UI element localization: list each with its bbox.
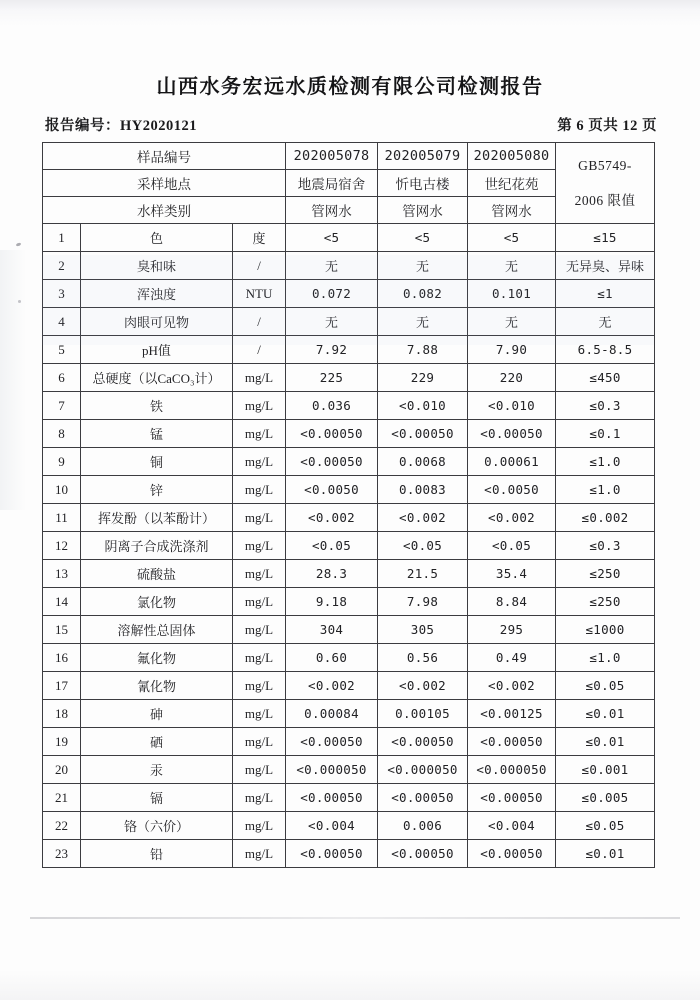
sample2-value: <0.00050 (378, 420, 468, 448)
limit-value: ≤0.002 (556, 504, 655, 532)
sample2-value: 0.082 (378, 280, 468, 308)
unit-value: mg/L (233, 812, 286, 840)
sample2-value: 305 (378, 616, 468, 644)
row-number: 10 (43, 476, 81, 504)
sample1-value: <0.00050 (286, 420, 378, 448)
sample2-value: 21.5 (378, 560, 468, 588)
table-row (43, 448, 655, 476)
sample1-value: <0.00050 (286, 728, 378, 756)
limit-value: ≤0.1 (556, 420, 655, 448)
sample2-value: 7.88 (378, 336, 468, 364)
table-row (43, 756, 655, 784)
row-number: 15 (43, 616, 81, 644)
location-label: 采样地点 (43, 170, 286, 197)
sample3-value: 0.101 (468, 280, 556, 308)
table-row (43, 728, 655, 756)
param-name: pH值 (81, 336, 233, 364)
sample3-value: 无 (468, 252, 556, 280)
header-row-sample-no (43, 143, 655, 170)
limit-value: ≤0.01 (556, 840, 655, 868)
type-1: 管网水 (286, 197, 378, 224)
sample2-value: <0.002 (378, 672, 468, 700)
limit-header-line1: GB5749- (578, 157, 632, 173)
sample2-value: <0.002 (378, 504, 468, 532)
sample-no-label: 样品编号 (43, 143, 286, 170)
unit-value: mg/L (233, 644, 286, 672)
unit-value: mg/L (233, 476, 286, 504)
sample3-value: <0.00050 (468, 840, 556, 868)
sample2-value: 0.0068 (378, 448, 468, 476)
sample3-value: <0.004 (468, 812, 556, 840)
param-name: 铁 (81, 392, 233, 420)
sample-no-2: 202005079 (378, 143, 468, 170)
sample3-value: <0.002 (468, 672, 556, 700)
sample2-value: <0.010 (378, 392, 468, 420)
table-row (43, 280, 655, 308)
sample1-value: <0.05 (286, 532, 378, 560)
sample2-value: 7.98 (378, 588, 468, 616)
scan-shadow (0, 250, 26, 510)
unit-value: / (233, 252, 286, 280)
sample-no-1: 202005078 (286, 143, 378, 170)
unit-value: mg/L (233, 672, 286, 700)
param-name: 铜 (81, 448, 233, 476)
limit-value: ≤0.3 (556, 532, 655, 560)
limit-value: 无异臭、异味 (556, 252, 655, 280)
row-number: 17 (43, 672, 81, 700)
unit-value: mg/L (233, 420, 286, 448)
sample3-value: <0.000050 (468, 756, 556, 784)
table-row (43, 560, 655, 588)
unit-value: mg/L (233, 448, 286, 476)
row-number: 4 (43, 308, 81, 336)
param-name: 阴离子合成洗涤剂 (81, 532, 233, 560)
sample1-value: 0.00084 (286, 700, 378, 728)
sample1-value: <0.002 (286, 504, 378, 532)
param-name: 肉眼可见物 (81, 308, 233, 336)
unit-value: / (233, 308, 286, 336)
unit-value: mg/L (233, 840, 286, 868)
param-name: 氰化物 (81, 672, 233, 700)
table-row (43, 588, 655, 616)
sample1-value: <0.0050 (286, 476, 378, 504)
water-quality-table (42, 142, 655, 868)
sample2-value: 无 (378, 252, 468, 280)
unit-value: mg/L (233, 364, 286, 392)
unit-value: mg/L (233, 728, 286, 756)
row-number: 7 (43, 392, 81, 420)
table-row (43, 700, 655, 728)
row-number: 3 (43, 280, 81, 308)
param-name: 氟化物 (81, 644, 233, 672)
sample2-value: 229 (378, 364, 468, 392)
table-row (43, 840, 655, 868)
table-row (43, 616, 655, 644)
param-name: 镉 (81, 784, 233, 812)
sample2-value: <0.00050 (378, 840, 468, 868)
limit-value: 无 (556, 308, 655, 336)
sample1-value: <0.00050 (286, 784, 378, 812)
sample3-value: <0.05 (468, 532, 556, 560)
unit-value: mg/L (233, 756, 286, 784)
sample1-value: 0.60 (286, 644, 378, 672)
param-name: 氯化物 (81, 588, 233, 616)
sample2-value: 0.0083 (378, 476, 468, 504)
sample2-value: <0.000050 (378, 756, 468, 784)
limit-value: ≤1.0 (556, 448, 655, 476)
sample1-value: 无 (286, 308, 378, 336)
page-title: 山西水务宏远水质检测有限公司检测报告 (156, 74, 544, 98)
limit-value: ≤1.0 (556, 644, 655, 672)
limit-value: ≤0.05 (556, 812, 655, 840)
sample3-value: 无 (468, 308, 556, 336)
sample1-value: <0.00050 (286, 448, 378, 476)
table-row (43, 644, 655, 672)
table-row (43, 812, 655, 840)
location-1: 地震局宿舍 (286, 170, 378, 197)
sample1-value: <0.00050 (286, 840, 378, 868)
param-name: 铅 (81, 840, 233, 868)
page-indicator: 第 6 页共 12 页 (557, 118, 657, 134)
limit-value: ≤0.05 (556, 672, 655, 700)
sample3-value: <0.0050 (468, 476, 556, 504)
unit-value: mg/L (233, 532, 286, 560)
param-name: 汞 (81, 756, 233, 784)
param-name: 臭和味 (81, 252, 233, 280)
scan-smudge (18, 300, 21, 303)
limit-column-header (556, 143, 655, 224)
sample3-value: <0.00050 (468, 420, 556, 448)
sample2-value: 0.56 (378, 644, 468, 672)
sample3-value: <0.00050 (468, 728, 556, 756)
limit-value: ≤0.3 (556, 392, 655, 420)
row-number: 2 (43, 252, 81, 280)
row-number: 23 (43, 840, 81, 868)
sample2-value: <0.05 (378, 532, 468, 560)
sample3-value: 295 (468, 616, 556, 644)
limit-value: ≤1 (556, 280, 655, 308)
limit-value: ≤450 (556, 364, 655, 392)
type-label: 水样类别 (43, 197, 286, 224)
param-name: 铬（六价） (81, 812, 233, 840)
param-name: 浑浊度 (81, 280, 233, 308)
limit-value: ≤250 (556, 588, 655, 616)
sample1-value: 0.072 (286, 280, 378, 308)
unit-value: mg/L (233, 504, 286, 532)
sample2-value: 0.00105 (378, 700, 468, 728)
table-row (43, 784, 655, 812)
table-row (43, 532, 655, 560)
sample1-value: 9.18 (286, 588, 378, 616)
param-name: 砷 (81, 700, 233, 728)
params-tbody (43, 224, 655, 868)
sample3-value: 8.84 (468, 588, 556, 616)
unit-value: mg/L (233, 616, 286, 644)
row-number: 19 (43, 728, 81, 756)
sample-no-3: 202005080 (468, 143, 556, 170)
unit-value: mg/L (233, 784, 286, 812)
unit-value: NTU (233, 280, 286, 308)
param-name: 硒 (81, 728, 233, 756)
row-number: 18 (43, 700, 81, 728)
limit-value: ≤0.001 (556, 756, 655, 784)
sample3-value: 0.00061 (468, 448, 556, 476)
row-number: 1 (43, 224, 81, 252)
sample3-value: <0.00125 (468, 700, 556, 728)
sample3-value: 35.4 (468, 560, 556, 588)
sample3-value: <0.002 (468, 504, 556, 532)
unit-value: mg/L (233, 392, 286, 420)
unit-value: mg/L (233, 560, 286, 588)
table-row (43, 392, 655, 420)
sample1-value: 304 (286, 616, 378, 644)
sample1-value: <0.000050 (286, 756, 378, 784)
type-2: 管网水 (378, 197, 468, 224)
limit-value: ≤15 (556, 224, 655, 252)
table-row (43, 252, 655, 280)
sample1-value: 无 (286, 252, 378, 280)
row-number: 6 (43, 364, 81, 392)
unit-value: mg/L (233, 588, 286, 616)
table-row (43, 224, 655, 252)
param-name: 锌 (81, 476, 233, 504)
limit-value: ≤0.005 (556, 784, 655, 812)
row-number: 14 (43, 588, 81, 616)
table-row (43, 364, 655, 392)
unit-value: / (233, 336, 286, 364)
row-number: 8 (43, 420, 81, 448)
location-3: 世纪花苑 (468, 170, 556, 197)
row-number: 21 (43, 784, 81, 812)
param-name: 溶解性总固体 (81, 616, 233, 644)
param-name: 色 (81, 224, 233, 252)
sample3-value: 7.90 (468, 336, 556, 364)
sample2-value: <5 (378, 224, 468, 252)
row-number: 12 (43, 532, 81, 560)
row-number: 20 (43, 756, 81, 784)
row-number: 9 (43, 448, 81, 476)
sample1-value: 225 (286, 364, 378, 392)
param-name: 总硬度（以CaCO₃计） (81, 364, 233, 392)
table-row (43, 476, 655, 504)
table-row (43, 420, 655, 448)
location-2: 忻电古楼 (378, 170, 468, 197)
param-name: 锰 (81, 420, 233, 448)
row-number: 11 (43, 504, 81, 532)
sample3-value: 220 (468, 364, 556, 392)
sample1-value: 7.92 (286, 336, 378, 364)
param-name: 挥发酚（以苯酚计） (81, 504, 233, 532)
sample2-value: 0.006 (378, 812, 468, 840)
scan-smudge (16, 242, 22, 247)
sample2-value: <0.00050 (378, 784, 468, 812)
limit-value: ≤250 (556, 560, 655, 588)
row-number: 16 (43, 644, 81, 672)
row-number: 5 (43, 336, 81, 364)
table-row (43, 336, 655, 364)
table-row (43, 504, 655, 532)
table-row (43, 308, 655, 336)
row-number: 22 (43, 812, 81, 840)
limit-value: ≤0.01 (556, 728, 655, 756)
unit-value: 度 (233, 224, 286, 252)
sample1-value: <5 (286, 224, 378, 252)
report-number: 报告编号：HY2020121 (45, 118, 197, 134)
limit-value: ≤1000 (556, 616, 655, 644)
sample3-value: <0.00050 (468, 784, 556, 812)
limit-value: ≤0.01 (556, 700, 655, 728)
type-3: 管网水 (468, 197, 556, 224)
scan-edge-line (30, 917, 680, 919)
limit-value: 6.5-8.5 (556, 336, 655, 364)
limit-value: ≤1.0 (556, 476, 655, 504)
unit-value: mg/L (233, 700, 286, 728)
report-meta (45, 114, 657, 135)
sample3-value: <0.010 (468, 392, 556, 420)
sample1-value: 0.036 (286, 392, 378, 420)
sample1-value: 28.3 (286, 560, 378, 588)
sample2-value: <0.00050 (378, 728, 468, 756)
sample1-value: <0.004 (286, 812, 378, 840)
limit-header-line2: 2006 限值 (574, 193, 636, 208)
sample3-value: <5 (468, 224, 556, 252)
sample2-value: 无 (378, 308, 468, 336)
sample3-value: 0.49 (468, 644, 556, 672)
sample1-value: <0.002 (286, 672, 378, 700)
param-name: 硫酸盐 (81, 560, 233, 588)
row-number: 13 (43, 560, 81, 588)
table-row (43, 672, 655, 700)
